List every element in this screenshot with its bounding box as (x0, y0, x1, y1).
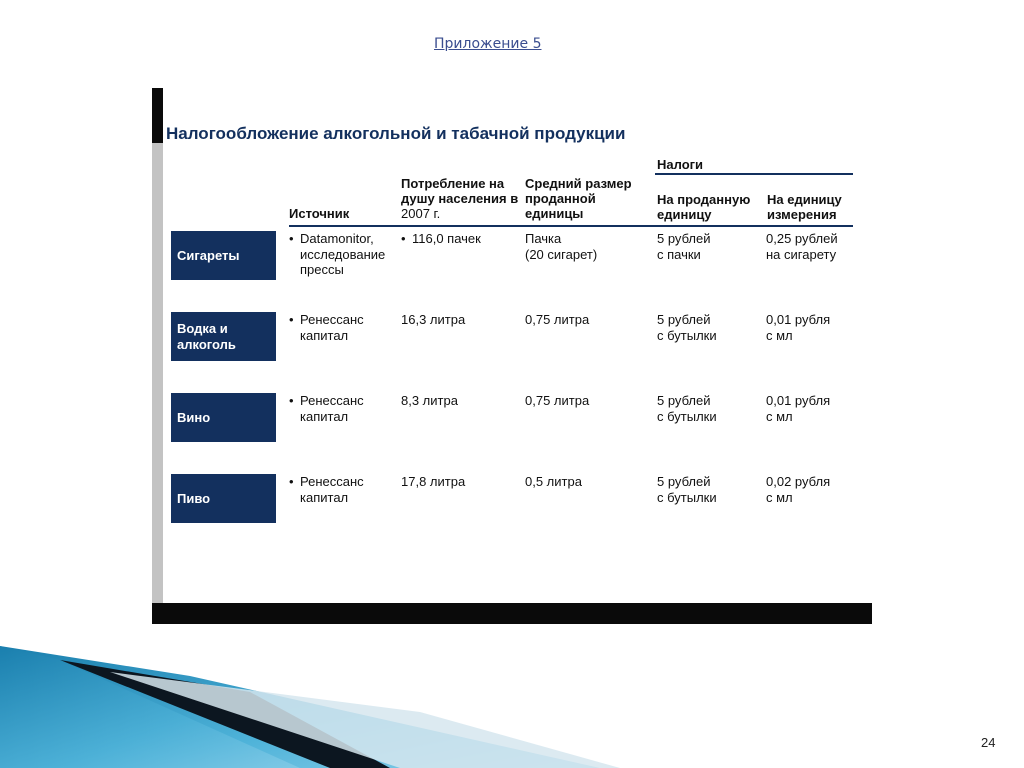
header-per-measure-unit (767, 192, 842, 222)
source-line: исследование (300, 246, 386, 262)
page-number: 24 (981, 735, 996, 750)
source-line: капитал (300, 489, 349, 505)
tax-unit-cell (766, 393, 830, 424)
bullet-icon: • (289, 393, 294, 408)
tax-sold-cell-line: 5 рублей (657, 231, 711, 246)
consumption-cell: 17,8 литра (401, 474, 466, 489)
tax-unit-cell-line: с мл (766, 489, 793, 505)
tax-sold-cell-line: 5 рублей (657, 312, 711, 327)
consumption-cell: 116,0 пачек (412, 231, 481, 246)
header-per-measure-unit-text: На единицу измерения (767, 192, 842, 222)
tax-sold-cell (657, 312, 717, 343)
tax-unit-cell-line: 0,01 рубля (766, 393, 831, 408)
size-cell-line: Пачка (525, 231, 562, 246)
size-cell (525, 312, 589, 328)
row-label: Сигареты (171, 231, 276, 280)
row-label: Пиво (171, 474, 276, 523)
source-line: Datamonitor, (300, 231, 374, 246)
source-cell (300, 312, 364, 343)
tax-unit-cell-line: 0,01 рубля (766, 312, 831, 327)
source-line: Ренессанс (300, 393, 364, 408)
bullet-icon: • (289, 474, 294, 489)
tax-sold-cell-line: с бутылки (657, 408, 717, 424)
header-source: Источник (289, 206, 350, 221)
header-average-size: Средний размер проданной единицы (525, 176, 632, 221)
tax-unit-cell-line: с мл (766, 327, 793, 343)
slide-title: Налогообложение алкогольной и табачной продукции (166, 124, 626, 143)
size-cell (525, 393, 589, 409)
header-consumption-bold: Потребление на душу населения в (401, 176, 519, 206)
tax-sold-cell-line: 5 рублей (657, 474, 711, 489)
size-cell-line: 0,75 литра (525, 312, 590, 327)
tax-unit-cell-line: с мл (766, 408, 793, 424)
source-cell (300, 474, 364, 505)
tax-sold-cell (657, 393, 717, 424)
size-cell-line: (20 сигарет) (525, 246, 598, 262)
size-cell (525, 231, 597, 262)
appendix-link[interactable]: Приложение 5 (434, 36, 542, 52)
size-cell (525, 474, 582, 490)
size-cell-line: 0,5 литра (525, 474, 582, 489)
tax-sold-cell-line: с пачки (657, 246, 701, 262)
tax-unit-cell (766, 231, 838, 262)
source-cell (300, 393, 364, 424)
header-consumption (401, 176, 521, 221)
tax-sold-cell (657, 231, 711, 262)
tax-unit-cell-line: на сигарету (766, 246, 837, 262)
bullet-icon: • (401, 231, 406, 246)
frame-bar-bottom (152, 603, 872, 624)
frame-bar-side (152, 143, 163, 603)
tax-sold-cell-line: с бутылки (657, 489, 717, 505)
consumption-cell: 8,3 литра (401, 393, 458, 408)
source-line: прессы (300, 262, 344, 277)
row-label: Водка и алкоголь (171, 312, 276, 361)
tax-sold-cell-line: с бутылки (657, 327, 717, 343)
tax-sold-cell-line: 5 рублей (657, 393, 711, 408)
header-per-sold-unit-text: На проданную единицу (657, 192, 751, 222)
header-taxes: Налоги (657, 157, 704, 172)
source-line: капитал (300, 327, 349, 343)
bullet-icon: • (289, 312, 294, 327)
size-cell-line: 0,75 литра (525, 393, 590, 408)
header-divider (289, 225, 853, 227)
bullet-icon: • (289, 231, 294, 246)
source-line: капитал (300, 408, 349, 424)
tax-unit-cell (766, 474, 830, 505)
tax-sold-cell (657, 474, 717, 505)
tax-unit-cell-line: 0,02 рубля (766, 474, 831, 489)
source-cell (300, 231, 385, 278)
decorative-swoosh (0, 640, 640, 768)
source-line: Ренессанс (300, 312, 364, 327)
header-consumption-year: 2007 г. (401, 206, 441, 221)
header-per-sold-unit (657, 192, 750, 222)
source-line: Ренессанс (300, 474, 364, 489)
row-label: Вино (171, 393, 276, 442)
consumption-cell: 16,3 литра (401, 312, 466, 327)
tax-unit-cell-line: 0,25 рублей (766, 231, 838, 246)
frame-bar-top (152, 88, 163, 143)
tax-unit-cell (766, 312, 830, 343)
taxes-divider (655, 173, 853, 175)
